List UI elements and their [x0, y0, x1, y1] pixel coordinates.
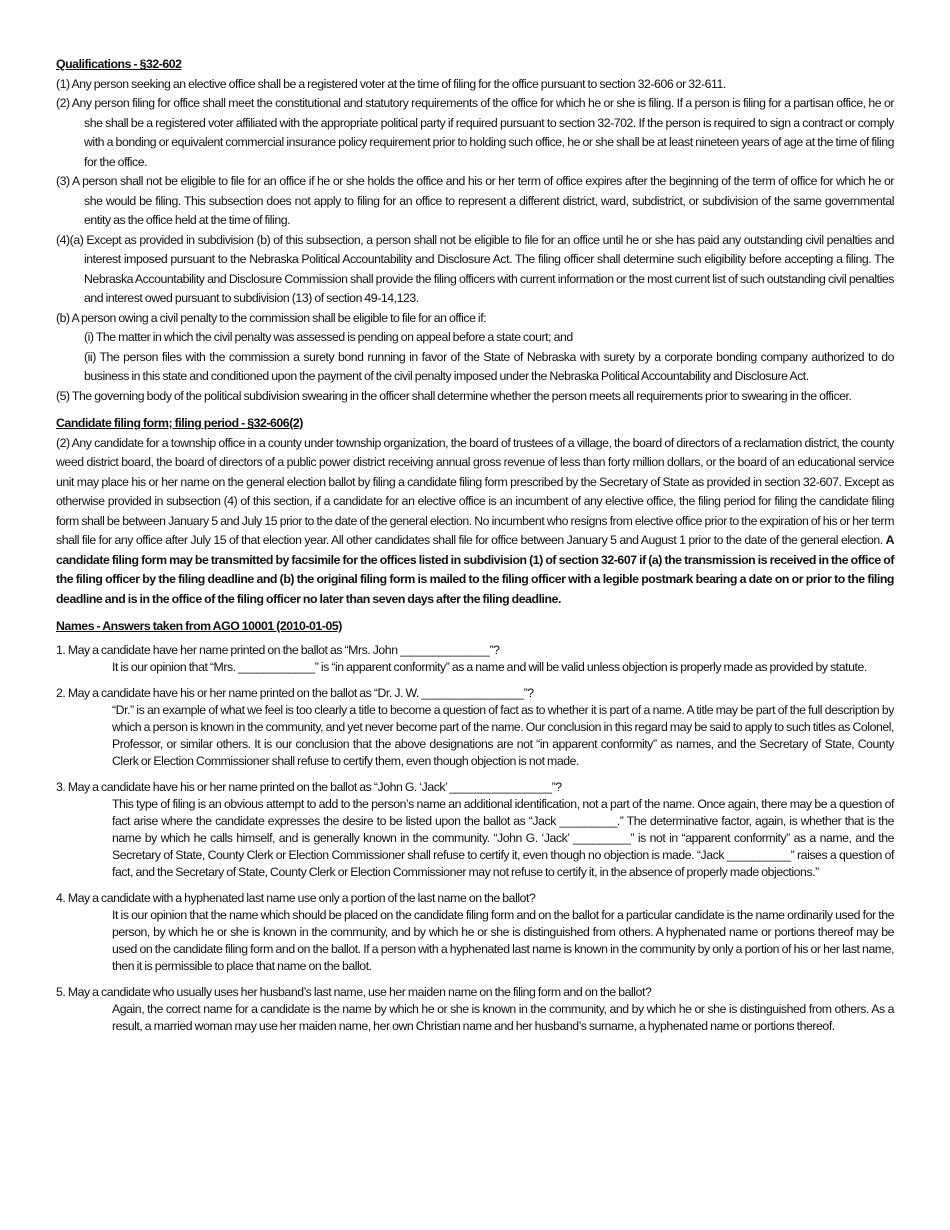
qualifications-item: (3) A person shall not be eligible to file for an office if he or she holds the office and his or her term of office expires after the beginning of the term of office for which he or she would be filing. This subsection does not apply to filing for an office to represent a different district, ward, subdistrict, or subdivision of the same governmental entity as the office held at the time of filing. [56, 174, 894, 227]
qa-answer: It is our opinion that the name which should be placed on the candidate filing form and on the ballot for a particular candidate is the name ordinarily used for the person, by which he or she is known in the community, and by which he or she is distinguished from others. A hyphenated name or portions thereof may be used on the candidate filing form and on the ballot. If a person with a hyphenated last name is known in the community by only a portion of his or her last name, then it is permissible to place that name on the ballot. [112, 907, 894, 973]
qualifications-item: (4)(a) Except as provided in subdivision (b) of this subsection, a person shall not be eligible to file for an office until he or she has paid any outstanding civil penalties and interest imposed pursuant to the Nebraska Political Accountability and Disclosure Act. The filing officer shall determine such eligibility before accepting a filing. The Nebraska Accountability and Disclosure Commission shall provide the filing officers with current information or the most current list of such outstanding civil penalties and interest owed pursuant to subdivision (13) of section 49-14,123. [56, 232, 894, 305]
qualifications-item: (1) Any person seeking an elective office shall be a registered voter at the time of filing for the office pursuant to section 32-606 or 32-611. [56, 76, 726, 91]
qa-question: 3. May a candidate have his or her name printed on the ballot as “John G. ‘Jack’ ________________”? [56, 779, 562, 794]
qa-question: 1. May a candidate have her name printed on the ballot as “Mrs. John ______________”? [56, 642, 500, 657]
qa-item [56, 684, 894, 770]
document-page [56, 55, 894, 1043]
qa-item [56, 641, 894, 676]
filing-bold-text: A candidate filing form may be transmitted by facsimile for the offices listed in subdivision (1) of section 32-607 if (a) the transmission is received in the office of the filing officer by the filing deadline and (b) the original filing form is mailed to the filing officer with a legible postmark bearing a date on or prior to the filing deadline and is in the office of the filing officer no later than seven days after the filing deadline. [56, 533, 894, 606]
filing-heading: Candidate filing form; filing period - §32-606(2) [56, 416, 303, 430]
qualifications-heading: Qualifications - §32-602 [56, 57, 182, 71]
names-section [56, 617, 894, 1035]
qa-question: 4. May a candidate with a hyphenated last name use only a portion of the last name on the ballot? [56, 890, 536, 905]
qa-item [56, 983, 894, 1035]
names-heading: Names - Answers taken from AGO 10001 (2010-01-05) [56, 619, 342, 633]
filing-section [56, 414, 894, 609]
qualifications-subitem: (ii) The person files with the commission a surety bond running in favor of the State of Nebraska with surety by a corporate bonding company authorized to do business in this state and conditioned upon the payment of the civil penalty imposed under the Nebraska Political Accountability and Disclosure Act. [84, 349, 894, 383]
qualifications-item: (b) A person owing a civil penalty to the commission shall be eligible to file for an office if: [56, 310, 487, 325]
filing-text: (2) Any candidate for a township office in a county under township organization, the board of trustees of a village, the board of directors of a reclamation district, the county weed district board, the board of directors of a public power district receiving annual gross revenue of less than forty million dollars, or the board of an educational service unit may place his or her name on the general election ballot by filing a candidate filing form prescribed by the Secretary of State as provided in section 32-607. Except as otherwise provided in subsection (4) of this section, if a candidate for an elective office is an incumbent of any elective office, the filing period for filing the candidate filing form shall be between January 5 and July 15 prior to the date of the general election. No incumbent who resigns from elective office prior to the expiration of his or her term shall file for any office after July 15 of that election year. All other candidates shall file for office between January 5 and August 1 prior to the date of the general election. [56, 435, 894, 547]
filing-paragraph [56, 434, 894, 610]
qa-question: 2. May a candidate have his or her name printed on the ballot as “Dr. J. W. ________________”? [56, 685, 534, 700]
qa-answer: Again, the correct name for a candidate is the name by which he or she is known in the community, and by which he or she is distinguished from others. As a result, a married woman may use her maiden name, her own Christian name and her husband’s surname, a hyphenated name or portions thereof. [112, 1001, 894, 1033]
qa-item [56, 889, 894, 975]
qa-answer: It is our opinion that “Mrs. ____________” is “in apparent conformity” as a name and will be valid unless objection is properly made as provided by statute. [112, 659, 867, 674]
qa-question: 5. May a candidate who usually uses her husband’s last name, use her maiden name on the filing form and on the ballot? [56, 984, 652, 999]
qualifications-item: (5) The governing body of the political subdivision swearing in the officer shall determine whether the person meets all requirements prior to swearing in the officer. [56, 388, 852, 403]
qualifications-section [56, 55, 894, 406]
qualifications-subitem: (i) The matter in which the civil penalty was assessed is pending on appeal before a state court; and [84, 330, 573, 344]
qa-answer: This type of filing is an obvious attempt to add to the person’s name an additional identification, not a part of the name. Once again, there may be a question of fact arise where the candidate expresses the desire to be listed upon the ballot as “Jack _________.” The determinative factor, again, is whether that is the name by which he calls himself, and is generally known in the community. “John G. ‘Jack’ _________” is not in “apparent conformity” as a name, and the Secretary of State, County Clerk or Election Commissioner shall refuse to certify it, even though no objection is made. “Jack __________” raises a question of fact, and the Secretary of State, County Clerk or Election Commissioner may not refuse to certify it, in the absence of properly made objections.” [112, 796, 894, 879]
qualifications-item: (2) Any person filing for office shall meet the constitutional and statutory requirements of the office for which he or she is filing. If a person is filing for a partisan office, he or she shall be a registered voter affiliated with the appropriate political party if required pursuant to section 32-702. If the person is required to sign a contract or comply with a bonding or equivalent commercial insurance policy requirement prior to holding such office, he or she shall be at least nineteen years of age at the time of filing for the office. [56, 96, 894, 169]
qa-answer: “Dr.” is an example of what we feel is too clearly a title to become a question of fact as to whether it is part of a name. A title may be part of the full description by which a person is known in the community, and yet never become part of the name. Our conclusion in this regard may be said to apply to such titles as Colonel, Professor, or similar others. It is our conclusion that the above designations are not “in apparent conformity” as names, and the Secretary of State, County Clerk or Election Commissioner shall refuse to certify them, even though objection is not made. [112, 702, 894, 768]
qa-item [56, 778, 894, 881]
